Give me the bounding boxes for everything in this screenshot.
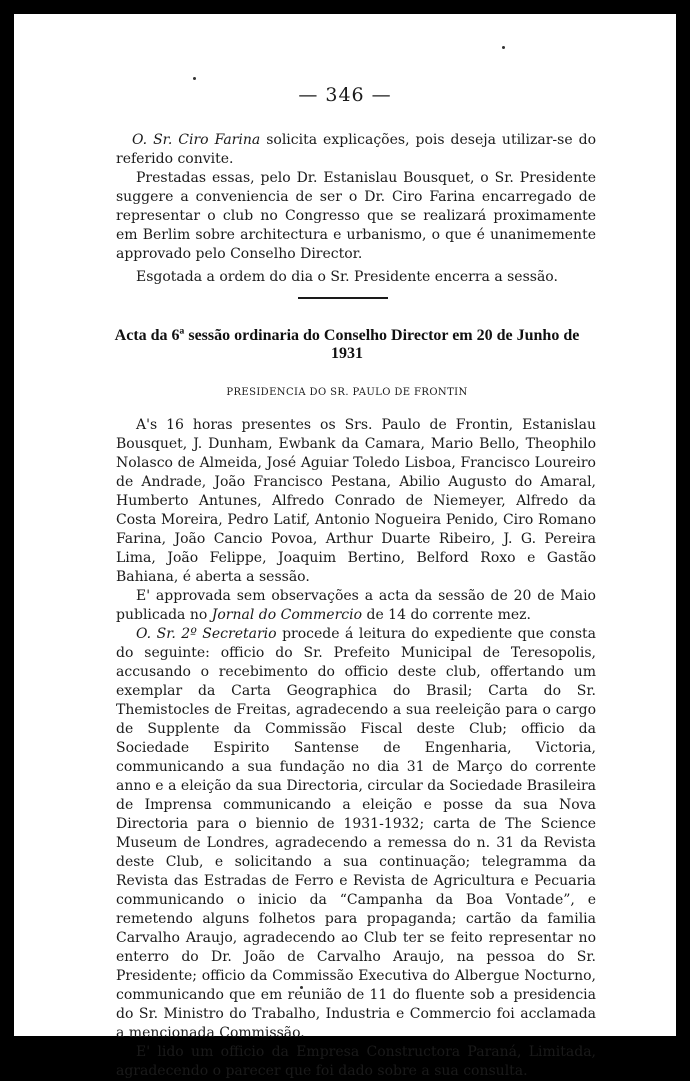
presidency-line: PRESIDENCIA DO SR. PAULO DE FRONTIN — [226, 387, 468, 398]
attendance-paragraph: A's 16 horas presentes os Srs. Paulo de Frontin, Estanislau Bousquet, J. Dunham, Ewbank da Camara, Mario Bello, Theophilo Nolasco de Almeida, José Aguiar Toledo Lisboa, Francisco Loureiro de Andrade, João Francisco Pestana, Abilio Augusto do Amaral, Humberto Antunes, Alfredo Conrado de Niemeyer, Alfredo da Costa Moreira, Pedro Latif, Antonio Nogueira Penido, Ciro Romano Farina, João Cancio Povoa, Arthur Duarte Ribeiro, J. G. Pereira Lima, João Felippe, Joaquim Bertino, Belford Roxo e Gastão Bahiana, é aberta a sessão. — [116, 417, 596, 585]
document-page — [14, 14, 676, 1079]
minutes-section — [116, 416, 596, 1081]
intro-paragraph — [116, 131, 596, 169]
intro-paragraph: Esgotada a ordem do dia o Sr. Presidente encerra a sessão. — [136, 269, 558, 285]
approval-paragraph — [116, 587, 596, 625]
speaker-name: O. Sr. 2º Secretario — [136, 626, 277, 642]
intro-section — [116, 131, 596, 287]
speck-mark — [193, 77, 196, 80]
letter-paragraph: E' lido um officio da Empresa Constructora Paraná, Limitada, agradecendo o parecer que foi dado sobre a sua consulta. — [116, 1044, 596, 1079]
correspondence-paragraph — [116, 625, 596, 1043]
paragraph-text: de 14 do corrente mez. — [362, 607, 531, 623]
section-heading: Acta da 6ª sessão ordinaria do Conselho Director em 20 de Junho de 1931 — [114, 327, 580, 362]
page-number: — 346 — — [298, 84, 392, 106]
speck-mark — [502, 46, 505, 49]
paragraph-text: procede á leitura do expediente que consta do seguinte: officio do Sr. Prefeito Municipal de Teresopolis, accusando o recebimento do officio deste club, offertando um exemplar da Carta Geographica do Brasil; Carta do Sr. Themistocles de Freitas, agradecendo a sua reeleição para o cargo de Supplente da Commissão Fiscal deste Club; officio da Sociedade Espirito Santense de Engenharia, Victoria, communicando a sua fundação no dia 31 de Março do corrente anno e a eleição da sua Directoria, circular da Sociedade Brasileira de Imprensa communicando a eleição e posse da sua Nova Directoria para o biennio de 1931-1932; carta de The Science Museum de Londres, agradecendo a remessa do n. 31 da Revista deste Club, e solicitando a sua continuação; telegramma da Revista das Estradas de Ferro e Revista de Agricultura e Pecuaria communicando o inicio da “Campanha da Boa Vontade”, e remetendo alguns folhetos para propaganda; cartão da familia Carvalho Araujo, agradecendo ao Club ter se feito representar no enterro do Dr. João de Carvalho Araujo, na pessoa do Sr. Presidente; officio da Commissão Executiva do Albergue Nocturno, communicando que em reunião de 11 do fluente sob a presidencia do Sr. Ministro do Trabalho, Industria e Commercio foi acclamada a mencionada Commissão. — [116, 626, 596, 1041]
intro-paragraph: Prestadas essas, pelo Dr. Estanislau Bousquet, o Sr. Presidente suggere a conveniencia de ser o Dr. Ciro Farina encarregado de representar o club no Congresso que se realizará proximamente em Berlim sobre architectura e urbanismo, o que é unanimemente approvado pelo Conselho Director. — [116, 170, 596, 262]
journal-name: Jornal do Commercio — [211, 607, 363, 623]
paragraph-text: solicita explicações, pois deseja utilizar-se do referido convite. — [116, 132, 597, 167]
speaker-name: O. Sr. Ciro Farina — [132, 132, 261, 148]
section-divider — [298, 297, 388, 299]
paragraph-text: E' approvada sem observações a acta da sessão de 20 de Maio publicada no — [116, 588, 596, 623]
